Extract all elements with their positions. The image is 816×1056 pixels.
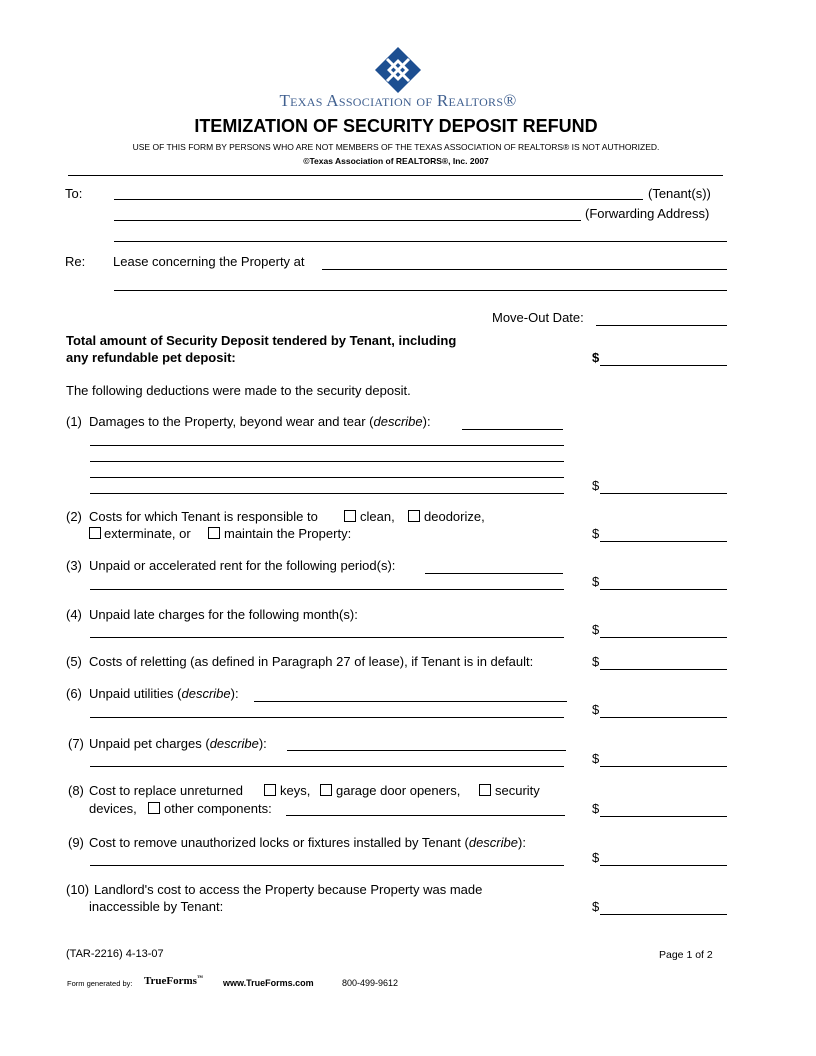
move-out-date-field[interactable] [596, 325, 727, 326]
item-2-number: (2) [66, 509, 82, 524]
keys-label: keys, [280, 783, 311, 798]
item-5-amount-field[interactable] [600, 669, 727, 670]
item-1-describe-field-5[interactable] [90, 493, 564, 494]
item-9-text: Cost to remove unauthorized locks or fixtures installed by Tenant (describe): [89, 835, 526, 850]
item-4-amount-field[interactable] [600, 637, 727, 638]
item-6-describe-field-2[interactable] [90, 717, 564, 718]
trueforms-url[interactable]: www.TrueForms.com [223, 978, 314, 988]
item-3-amount-field[interactable] [600, 589, 727, 590]
item-10-amount-field[interactable] [600, 914, 727, 915]
security-label: security [495, 783, 540, 798]
item-3-number: (3) [66, 558, 82, 573]
copyright-notice: ©Texas Association of REALTORS®, Inc. 2007 [303, 156, 489, 166]
item-4-months-field[interactable] [90, 637, 564, 638]
item-9-amount-field[interactable] [600, 865, 727, 866]
item-4-text: Unpaid late charges for the following month(s): [89, 607, 358, 622]
item-6-amount-field[interactable] [600, 717, 727, 718]
trueforms-logo: TrueForms™ [144, 975, 203, 987]
header-divider [68, 175, 723, 176]
item-6-describe-field[interactable] [254, 701, 567, 702]
property-address-field[interactable] [322, 269, 727, 270]
item-2-text: Costs for which Tenant is responsible to [89, 509, 318, 524]
forwarding-address-field-2[interactable] [114, 241, 727, 242]
property-address-field-2[interactable] [114, 290, 727, 291]
dollar-sign: $ [592, 622, 600, 637]
item-10-text: Landlord's cost to access the Property because Property was made [94, 882, 483, 897]
exterminate-checkbox[interactable] [89, 527, 101, 539]
dollar-sign: $ [592, 702, 600, 717]
other-components-label: other components: [164, 801, 272, 816]
usage-notice: USE OF THIS FORM BY PERSONS WHO ARE NOT MEMBERS OF THE TEXAS ASSOCIATION OF REALTORS® IS NOT AUTHORIZED. [132, 142, 660, 152]
dollar-sign: $ [592, 574, 600, 589]
item-3-text: Unpaid or accelerated rent for the following period(s): [89, 558, 396, 573]
devices-label: devices, [89, 801, 137, 816]
garage-door-openers-checkbox[interactable] [320, 784, 332, 796]
item-2-amount-field[interactable] [600, 541, 727, 542]
page-number: Page 1 of 2 [659, 949, 713, 961]
dollar-sign: $ [592, 751, 600, 766]
item-8-amount-field[interactable] [600, 816, 727, 817]
item-9-number: (9) [68, 835, 84, 850]
item-1-number: (1) [66, 414, 82, 429]
re-label: Re: [65, 254, 86, 269]
dollar-sign: $ [592, 350, 600, 365]
dollar-sign: $ [592, 899, 600, 914]
item-1-describe-field[interactable] [462, 429, 563, 430]
total-deposit-label-2: any refundable pet deposit: [66, 350, 236, 365]
total-deposit-amount-field[interactable] [600, 365, 727, 366]
item-6-number: (6) [66, 686, 82, 701]
form-id: (TAR-2216) 4-13-07 [66, 948, 164, 960]
tenant-name-field[interactable] [114, 199, 643, 200]
generated-by-label: Form generated by: [67, 979, 133, 988]
item-5-number: (5) [66, 654, 82, 669]
item-8-other-components-field[interactable] [286, 815, 565, 816]
dollar-sign: $ [592, 526, 600, 541]
item-7-describe-field[interactable] [287, 750, 566, 751]
exterminate-label: exterminate, or [104, 526, 191, 541]
tar-logo-icon [374, 46, 422, 94]
keys-checkbox[interactable] [264, 784, 276, 796]
item-1-describe-field-2[interactable] [90, 445, 564, 446]
dollar-sign: $ [592, 850, 600, 865]
item-1-describe-field-4[interactable] [90, 477, 564, 478]
item-7-amount-field[interactable] [600, 766, 727, 767]
item-3-period-field[interactable] [425, 573, 563, 574]
forwarding-address-field[interactable] [114, 220, 581, 221]
item-4-number: (4) [66, 607, 82, 622]
total-deposit-label: Total amount of Security Deposit tendered by Tenant, including [66, 333, 457, 348]
forwarding-address-label: (Forwarding Address) [585, 206, 710, 221]
item-10-number: (10) [66, 882, 90, 897]
item-1-describe-field-3[interactable] [90, 461, 564, 462]
deodorize-checkbox[interactable] [408, 510, 420, 522]
item-6-text: Unpaid utilities (describe): [89, 686, 239, 701]
item-9-describe-field[interactable] [90, 865, 564, 866]
maintain-label: maintain the Property: [224, 526, 352, 541]
deductions-intro: The following deductions were made to the security deposit. [66, 383, 411, 398]
dollar-sign: $ [592, 478, 600, 493]
page-title: ITEMIZATION OF SECURITY DEPOSIT REFUND [194, 116, 598, 136]
item-8-text: Cost to replace unreturned [89, 783, 243, 798]
item-7-number: (7) [68, 736, 84, 751]
item-3-period-field-2[interactable] [90, 589, 564, 590]
garage-door-openers-label: garage door openers, [336, 783, 461, 798]
move-out-label: Move-Out Date: [492, 310, 584, 325]
security-devices-checkbox[interactable] [479, 784, 491, 796]
property-label: Lease concerning the Property at [113, 254, 305, 269]
item-10-text-2: inaccessible by Tenant: [89, 899, 224, 914]
deodorize-label: deodorize, [424, 509, 485, 524]
clean-checkbox[interactable] [344, 510, 356, 522]
item-5-text: Costs of reletting (as defined in Paragraph 27 of lease), if Tenant is in default: [89, 654, 534, 669]
item-7-text: Unpaid pet charges (describe): [89, 736, 267, 751]
to-label: To: [65, 186, 83, 201]
item-8-number: (8) [68, 783, 84, 798]
clean-label: clean, [360, 509, 395, 524]
dollar-sign: $ [592, 801, 600, 816]
item-1-text: Damages to the Property, beyond wear and tear (describe): [89, 414, 431, 429]
item-1-amount-field[interactable] [600, 493, 727, 494]
tenant-label: (Tenant(s)) [648, 186, 711, 201]
trueforms-phone: 800-499-9612 [342, 978, 399, 988]
other-components-checkbox[interactable] [148, 802, 160, 814]
maintain-checkbox[interactable] [208, 527, 220, 539]
dollar-sign: $ [592, 654, 600, 669]
item-7-describe-field-2[interactable] [90, 766, 564, 767]
org-name: Texas Association of Realtors® [279, 91, 517, 110]
